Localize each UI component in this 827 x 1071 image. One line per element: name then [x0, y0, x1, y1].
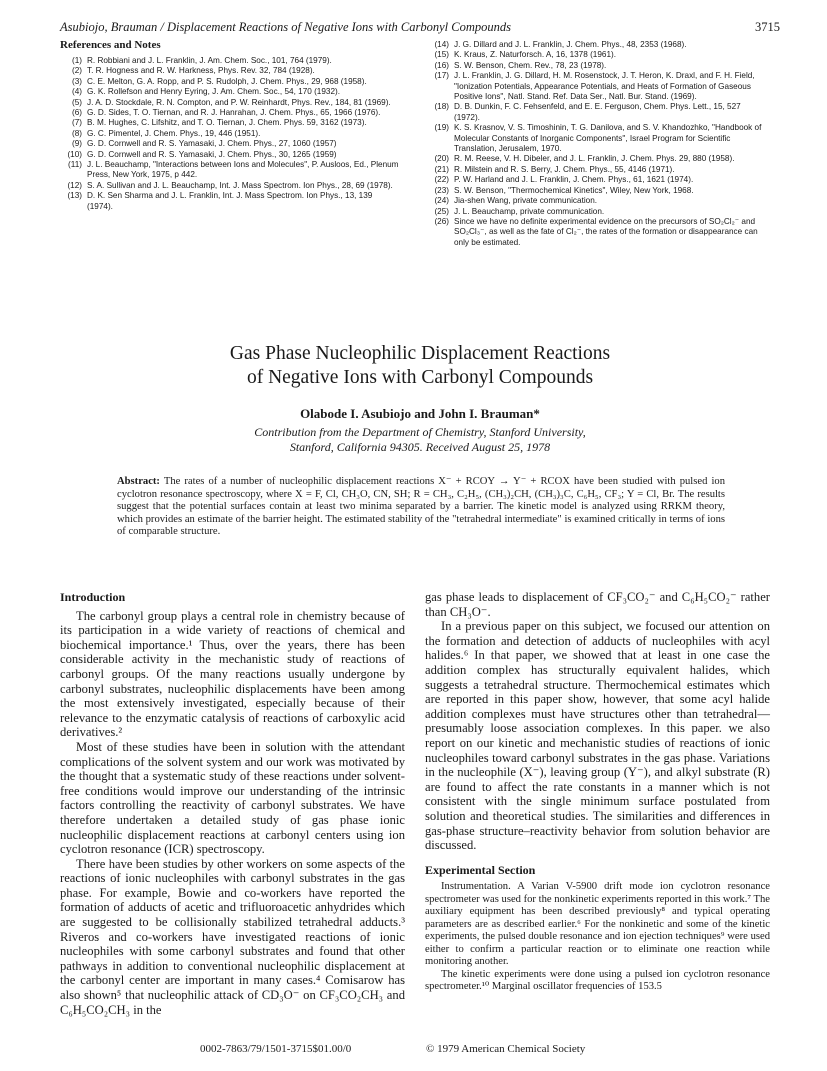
paragraph: Most of these studies have been in solution with the attendant complications of the solvent system and our work was motivated by the thought that a systematic study of these reactions under solvent-free conditions would improve our understanding of the intrinsic factors controlling the reactivity of carbonyl substrates. We have therefore undertaken a detailed study of gas phase ionic nucleophilic displacement reactions at carbonyl centers using ion cyclotron resonance (ICR) spectroscopy. — [60, 739, 405, 857]
reference-number: (4) — [71, 87, 82, 97]
reference-item — [60, 160, 400, 181]
reference-item — [427, 154, 767, 164]
references-heading: References and Notes — [60, 39, 161, 51]
reference-text: K. S. Krasnov, V. S. Timoshinin, T. G. Danilova, and S. V. Khandozhko, "Handbook of Molecular Constants of Inorganic Components", Israel Program for Scientific Translation, Jerusalem, 1970. — [454, 123, 762, 154]
affiliation-line-2: Stanford, California 94305. Received August 25, 1978 — [289, 440, 551, 454]
reference-text: J. A. D. Stockdale, R. N. Compton, and P. W. Reinhardt, Phys. Rev., 184, 81 (1969). — [87, 97, 391, 107]
experimental-heading: Experimental Section — [425, 862, 536, 877]
intro-continued-paragraphs — [425, 590, 770, 853]
reference-item — [427, 102, 767, 123]
reference-item — [60, 108, 400, 118]
reference-number: (21) — [434, 164, 449, 174]
reference-text: R. Milstein and R. S. Berry, J. Chem. Phys., 55, 4146 (1971). — [454, 164, 675, 174]
reference-item — [60, 139, 400, 149]
intro-heading: Introduction — [60, 590, 126, 604]
reference-number: (10) — [67, 149, 82, 159]
running-header — [60, 20, 780, 36]
reference-text: J. L. Beauchamp, "Interactions between Ions and Molecules", P. Ausloos, Ed., Plenum Press, New York, 1975, p 442. — [87, 160, 399, 180]
reference-text: K. Kraus, Z. Naturforsch. A, 16, 1378 (1961). — [454, 50, 617, 60]
reference-text: G. D. Cornwell and R. S. Yamasaki, J. Chem. Phys., 30, 1265 (1959) — [87, 149, 337, 159]
reference-text: S. W. Benson, "Thermochemical Kinetics", Wiley, New York, 1968. — [454, 185, 694, 195]
reference-item — [60, 150, 400, 160]
abstract — [117, 476, 725, 539]
reference-text: B. M. Hughes, C. Lifshitz, and T. O. Tiernan, J. Chem. Phys. 59, 3162 (1973). — [87, 118, 367, 128]
running-head: Asubiojo, Brauman / Displacement Reactions of Negative Ions with Carbonyl Compounds — [60, 20, 512, 34]
reference-item — [60, 181, 400, 191]
reference-item — [427, 71, 767, 102]
abstract-label: Abstract: — [117, 476, 160, 487]
reference-number: (1) — [71, 56, 82, 65]
reference-number: (25) — [434, 206, 449, 216]
reference-item — [427, 40, 767, 50]
reference-text: Since we have no definite experimental evidence on the precursors of SO₂Cl₂⁻ and SO₂Cl₃⁻, as well as the fate of Cl₂⁻, the rates of the formation or disappearance can only be estimated. — [454, 216, 758, 247]
reference-number: (22) — [434, 175, 449, 185]
reference-text: S. A. Sullivan and J. L. Beauchamp, Int. J. Mass Spectrom. Ion Phys., 28, 69 (1978). — [87, 180, 393, 190]
footer-code: 0002-7863/79/1501-3715$01.00/0 — [200, 1043, 352, 1055]
reference-text: R. M. Reese, V. H. Dibeler, and J. L. Franklin, J. Chem. Phys. 29, 880 (1958). — [454, 154, 735, 164]
reference-item — [60, 87, 400, 97]
reference-text: G. K. Rollefson and Henry Eyring, J. Am. Chem. Soc., 54, 170 (1932). — [87, 87, 341, 97]
reference-text: C. E. Melton, G. A. Ropp, and P. S. Rudolph, J. Chem. Phys., 29, 968 (1958). — [87, 76, 367, 86]
affiliation — [140, 425, 700, 455]
reference-text: J. G. Dillard and J. L. Franklin, J. Chem. Phys., 48, 2353 (1968). — [454, 40, 687, 49]
reference-number: (26) — [434, 216, 449, 226]
paragraph: The carbonyl group plays a central role in chemistry because of its participation in a wide variety of reactions of chemical and biochemical importance.¹ Thus, over the years, there has been considerable activity in the mechanistic study of reactions of carbonyl groups. Of the many reactions usually undergone by carbonyl substrates, nucleophilic displacements have been among the most extensively investigated, especially because of their relevance to the enzymatic catalysis of reactions of carboxylic acid derivatives.² — [60, 608, 405, 740]
reference-item — [427, 61, 767, 71]
reference-item — [427, 217, 767, 248]
reference-item — [60, 66, 400, 76]
reference-text: D. B. Dunkin, F. C. Fehsenfeld, and E. E. Ferguson, Chem. Phys. Lett., 15, 527 (1972). — [454, 102, 741, 122]
title-line-2: of Negative Ions with Carbonyl Compounds — [246, 367, 594, 388]
page-number: 3715 — [755, 20, 780, 34]
reference-number: (13) — [67, 191, 82, 201]
body-left-column — [60, 590, 405, 1017]
abstract-text: The rates of a number of nucleophilic displacement reactions X⁻ + RCOY → Y⁻ + RCOX have been studied with pulsed ion cyclotron resonance spectroscopy, where X = F, Cl, CH₃O, CN, SH; R = CH₃, C₂H₅, (CH₃)₂CH, (CH₃)₃C, C₆H₅, CF₃; Y = Cl, Br. The results suggest that the potential surfaces contain at least two minima separated by a barrier. The kinetic model is analyzed using RRKM theory, which provides an estimate of the barrier height. The estimated stability of the "tetrahedral intermediate" is examined critically in terms of ions of comparable structure. — [117, 476, 725, 538]
reference-text: R. Robbiani and J. L. Franklin, J. Am. Chem. Soc., 101, 764 (1979). — [87, 56, 332, 65]
paragraph: In a previous paper on this subject, we focused our attention on the formation and detection of adducts of nucleophiles with acyl halides.⁶ In that paper, we showed that at least in one case the addition complex has structurally equivalent halides, which suggests a tetrahedral structure. Thermochemical estimates which are reported in this paper show, however, that some acyl halide addition complexes must have structures other than tetrahedral—presumably loose association complexes. In this paper. we also report on our kinetic and mechanistic studies of reactions of ionic nucleophiles toward carbonyl substrates in the gas phase. Variations in the nucleophile (X⁻), leaving group (Y⁻), and alkyl substrate (R) are found to affect the rate constants in a manner which is not consistent with the single minimum surface postulated from solution and theoretical studies. The similarities and differences in gas-phase structure–reactivity behavior from solution behavior are discussed. — [425, 619, 770, 853]
reference-text: G. C. Pimentel, J. Chem. Phys., 19, 446 (1951). — [87, 128, 261, 138]
reference-text: S. W. Benson, Chem. Rev., 78, 23 (1978). — [454, 60, 607, 70]
reference-number: (11) — [68, 160, 82, 170]
reference-item — [427, 175, 767, 185]
reference-text: Jia-shen Wang, private communication. — [454, 196, 598, 206]
reference-text: P. W. Harland and J. L. Franklin, J. Chem. Phys., 61, 1621 (1974). — [454, 175, 694, 185]
reference-number: (24) — [434, 196, 449, 206]
title-line-1: Gas Phase Nucleophilic Displacement Reactions — [229, 343, 611, 364]
reference-item — [60, 129, 400, 139]
references-left-column — [60, 56, 400, 212]
reference-item — [60, 191, 400, 212]
references-section — [60, 39, 780, 247]
reference-text: J. L. Franklin, J. G. Dillard, H. M. Rosenstock, J. T. Heron, K. Draxl, and F. H. Field, "Ionization Potentials, Appearance Potentials, and Heats of Formation of Gaseous Positive Ions", Natl. Stand. Ref. Data Ser., Natl. Bur. Stand. (1969). — [454, 71, 755, 102]
authors: Olabode I. Asubiojo and John I. Brauman* — [300, 406, 540, 421]
affiliation-line-1: Contribution from the Department of Chemistry, Stanford University, — [254, 425, 586, 439]
reference-number: (3) — [71, 76, 82, 86]
paragraph: Instrumentation. A Varian V-5900 drift mode ion cyclotron resonance spectrometer was used for the nonkinetic experiments reported in this work.⁷ The auxiliary equipment has been described previously⁸ and typical operating parameters are as described earlier.⁶ For the nonkinetic and some of the kinetic experiments, the pulsed double resonance and ion ejection techniques⁹ were used either to confirm a particular reaction or to eliminate one reaction while monitoring another. — [425, 881, 770, 968]
reference-number: (18) — [434, 102, 449, 112]
reference-text: J. L. Beauchamp, private communication. — [454, 206, 605, 216]
reference-number: (16) — [434, 60, 449, 70]
reference-text: D. K. Sen Sharma and J. L. Franklin, Int. J. Mass Spectrom. Ion Phys., 13, 139 (1974). — [87, 191, 373, 211]
reference-number: (23) — [434, 185, 449, 195]
article-title — [140, 342, 700, 390]
reference-item — [60, 118, 400, 128]
reference-item — [427, 50, 767, 60]
reference-number: (5) — [71, 97, 82, 107]
reference-number: (15) — [434, 50, 449, 60]
references-right-column — [427, 40, 767, 248]
reference-item — [60, 56, 400, 66]
reference-number: (14) — [434, 40, 449, 49]
paragraph: The kinetic experiments were done using a pulsed ion cyclotron resonance spectrometer.¹⁰ Marginal oscillator frequencies of 153.5 — [425, 968, 770, 993]
reference-number: (7) — [71, 118, 82, 128]
reference-number: (17) — [434, 71, 449, 81]
reference-item — [427, 186, 767, 196]
reference-text: G. D. Cornwell and R. S. Yamasaki, J. Chem. Phys., 27, 1060 (1957) — [87, 139, 337, 149]
reference-item — [427, 165, 767, 175]
reference-number: (6) — [71, 108, 82, 118]
reference-text: G. D. Sides, T. O. Tiernan, and R. J. Hanrahan, J. Chem. Phys., 65, 1966 (1976). — [87, 108, 381, 118]
reference-item — [60, 98, 400, 108]
experimental-paragraphs — [425, 881, 770, 994]
intro-paragraphs — [60, 609, 405, 1018]
paragraph: gas phase leads to displacement of CF₃CO₂⁻ and C₆H₅CO₂⁻ rather than CH₃O⁻. — [425, 590, 770, 619]
reference-number: (8) — [71, 128, 82, 138]
reference-number: (20) — [434, 154, 449, 164]
reference-number: (19) — [434, 123, 449, 133]
reference-item — [60, 77, 400, 87]
reference-number: (9) — [71, 139, 82, 149]
reference-text: T. R. Hogness and R. W. Harkness, Phys. Rev. 32, 784 (1928). — [87, 66, 315, 76]
reference-item — [427, 196, 767, 206]
footer-copyright: © 1979 American Chemical Society — [426, 1043, 586, 1055]
reference-item — [427, 207, 767, 217]
reference-number: (2) — [71, 66, 82, 76]
reference-item — [427, 123, 767, 154]
paragraph: There have been studies by other workers on some aspects of the reactions of ionic nucleophiles with carbonyl substrates in the gas phase. For example, Bowie and co-workers have reported the formation of adducts of acetic and trifluoroacetic anhydrides which are suggested to be collisionally stabilized tetrahedral adducts.³ Riveros and co-workers have investigated reactions of ionic nucleophiles with some carbonyl substrates and found that other pathways in addition to conventional nucleophilic displacement at the carbonyl center are important in many cases.⁴ Comisarow has also shown⁵ that nucleophilic attack of CD₃O⁻ on CF₃CO₂CH₃ and C₆H₅CO₂CH₃ in the — [60, 856, 405, 1017]
body-right-column — [425, 590, 770, 994]
reference-number: (12) — [67, 180, 82, 190]
